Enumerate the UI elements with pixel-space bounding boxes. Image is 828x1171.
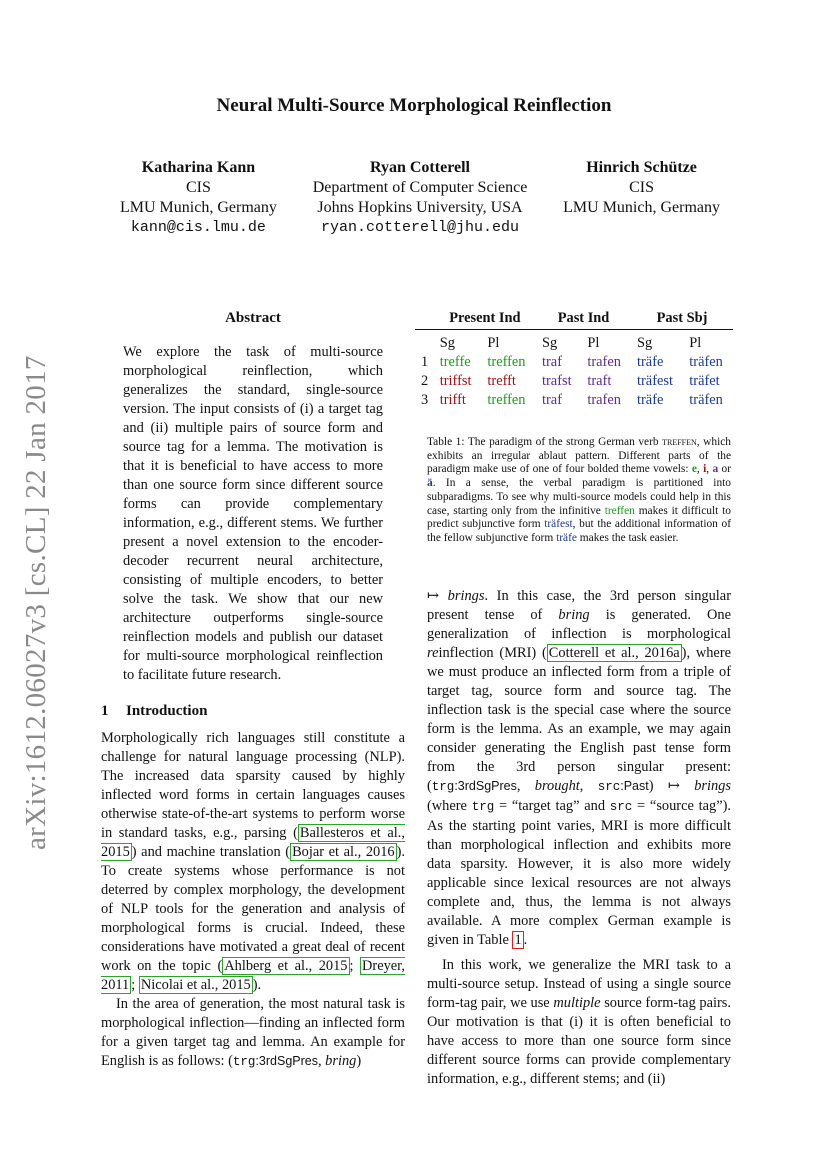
table-cell: trafst — [542, 373, 572, 389]
citation-link[interactable]: Ballesteros et al., 2015 — [101, 825, 405, 860]
text-run: ). — [252, 977, 262, 993]
text-run: , — [516, 777, 535, 794]
table-row — [415, 372, 733, 391]
text-run: Morphologically rich languages still constitute a challenge for natural language processing (NLP). The increased data sparsity caused by highly inflected word forms in certain languages causes otherwise state-of-the-art systems to perform worse in standard tasks, e.g., parsing — [101, 730, 405, 841]
text-run: source form-tag pairs. Our motivation is that (i) it is often beneficial to have access to more than one source form since different source forms can provide complementary information, e.g., different stems; and (ii) — [427, 994, 731, 1087]
text-run: makes it difficult to predict subjunctive form — [427, 504, 731, 531]
text-run: ; — [131, 977, 139, 993]
text-run: , — [579, 777, 598, 794]
table-row — [415, 391, 733, 410]
text-run: ). To create systems whose performance is not deterred by complex morphology, the development of NLP tools for the generation and analysis of morphological forms is crucial. Indeed, these considerations have motivated a great deal of recent work on the topic ( — [101, 844, 405, 974]
arxiv-identifier: arXiv:1612.06027v3 [cs.CL] 22 Jan 2017 — [20, 355, 52, 850]
table-cell: trifft — [439, 392, 466, 408]
text-run: , but the additional information of the fellow subjunctive form — [427, 518, 732, 544]
text-run: , — [317, 1053, 326, 1069]
author-location: LMU Munich, Germany — [563, 199, 720, 216]
author-location: Johns Hopkins University, USA — [317, 199, 523, 216]
table-reference-link[interactable]: 1 — [514, 931, 522, 948]
table-subheader: Pl — [587, 335, 600, 351]
intro-paragraph-1: Morphologically rich languages still constitute a challenge for natural language processing (NLP). The increased data sparsity caused by highly inflected word forms in certain languages causes otherwise state-of-the-art systems to perform worse in standard tasks, e.g., parsing ( Ballesteros et al., 2015 ) and machine translation ( Bojar et al., 2016 ). To create systems whose performance is not deterred by complex morphology, the development of NLP tools for the generation and analysis of morphological forms is crucial. Indeed, these considerations have motivated a great deal of recent work on the topic ( Ahlberg et al., 2015 ; Dreyer, 2011 ; Nicolai et al., 2015 ). — [101, 730, 405, 993]
author-affiliation: Department of Computer Science — [312, 179, 528, 196]
example-word: bring — [325, 1053, 357, 1069]
highlighted-form: träfest — [544, 518, 573, 531]
section-number: 1 — [101, 703, 109, 719]
tag-prefix: src — [597, 779, 621, 794]
tag-value: :3rdSgPres — [255, 1054, 318, 1068]
table-cell: träfest — [637, 373, 673, 389]
text-run: In this work, we generalize the MRI task to a multi-source setup. Instead of using a single source form-tag pair, we use — [427, 956, 731, 1011]
citation-link[interactable]: Ahlberg et al., 2015 — [224, 958, 348, 974]
theme-vowel: i — [703, 463, 707, 476]
text-run: ) — [356, 1053, 362, 1069]
table-cell: träfen — [689, 392, 723, 408]
text-run: . In a sense, the verbal paradigm is partitioned into subparadigms. To see why multi-source models could help in this case, starting only from the infinitive — [427, 477, 731, 517]
abstract-heading: Abstract — [225, 310, 281, 326]
author-name: Katharina Kann — [141, 159, 256, 176]
example-word: brings — [447, 587, 485, 604]
theme-vowel: a — [712, 463, 719, 476]
emphasis: multiple — [553, 994, 601, 1011]
table-cell: treffe — [439, 354, 471, 370]
table-group-header-row — [415, 310, 733, 330]
citation-link[interactable]: Dreyer, 2011 — [101, 958, 405, 993]
table-cell: triffst — [439, 373, 472, 389]
body-paragraph-1 — [427, 587, 731, 950]
tag-prefix: trg — [232, 1055, 256, 1069]
theme-vowel: e — [691, 463, 697, 476]
table-cell: traf — [542, 392, 562, 408]
body-paragraph-2 — [427, 956, 731, 1089]
table-subheader: Sg — [542, 335, 558, 351]
paradigm-table — [415, 310, 733, 410]
text-run: ), where we must produce an inflected form from a triple of target tag, source form and source tag. The inflection task is the special case where the source form is the lemma. As an example, we may again consider generating the English past tense form from the 3rd person singular present: ( — [427, 644, 731, 794]
text-run: or — [718, 463, 731, 476]
author-email[interactable]: ryan.cotterell@jhu.edu — [320, 219, 520, 236]
tag-prefix: trg — [431, 779, 455, 794]
table-cell: träfe — [637, 354, 664, 370]
table-cell: träfet — [689, 373, 720, 389]
text-run: ; — [349, 958, 361, 974]
table-cell: traf — [542, 354, 562, 370]
right-column — [421, 310, 732, 1089]
tag-prefix: src — [609, 799, 633, 814]
theme-vowel: ä — [427, 477, 433, 490]
left-column — [101, 310, 405, 1072]
text-run: ↦ — [427, 587, 448, 604]
example-word: brought — [534, 777, 580, 794]
text-run: inflection (MRI) ( — [438, 644, 547, 661]
table-subheader: Sg — [439, 335, 455, 351]
author-name: Hinrich Schütze — [586, 159, 697, 176]
text-run: = “source tag”). As the starting point varies, MRI is more difficult than morphological inflection and exhibits more data sparsity. However, it is also more widely applicable since lexical resources are not always complete and, thus, the lemma is not always available. A more complex German example is given in Table — [427, 797, 731, 948]
author-affiliation: CIS — [629, 179, 655, 196]
verb-name: treffen — [662, 436, 697, 448]
tag-value: :3rdSgPres — [454, 778, 517, 793]
table-cell: trafen — [587, 392, 621, 408]
author-3 — [563, 158, 720, 238]
text-run: , which exhibits an irregular ablaut pattern. Different parts of the paradigm make use of one of four bolded theme vowels: — [427, 436, 731, 476]
citation-link[interactable]: Bojar et al., 2016 — [292, 844, 395, 860]
table-group-header: Present Ind — [434, 310, 536, 330]
example-word: brings — [694, 777, 731, 794]
table-subheader-row — [415, 330, 733, 354]
row-number: 3 — [421, 392, 429, 408]
text-run: ) and machine translation ( — [131, 844, 291, 860]
abstract-text: We explore the task of multi-source morphological reinflection, which generalizes the standard, single-source version. The input consists of (i) a target tag and (ii) multiple pairs of source form and source tag for a lemma. The motivation is that it is beneficial to have access to more than one source form since different source forms can provide complementary information, e.g., different stems. We further present a novel extension to the encoder-decoder recurrent neural architecture, consisting of multiple encoders, to better solve the task. We show that our new architecture outperforms single-source reinflection models and publish our dataset for multi-source morphological reinflection to facilitate future research. — [123, 344, 383, 683]
author-affiliation: CIS — [185, 179, 211, 196]
author-2 — [313, 158, 528, 238]
table-group-header: Past Sbj — [631, 310, 733, 330]
text-run: ) ↦ — [648, 777, 695, 794]
text-run: is generated. One generalization of inflection is morphological — [427, 606, 732, 642]
table-cell: traft — [587, 373, 612, 389]
table-cell: trafen — [587, 354, 621, 370]
text-run: (where — [427, 797, 472, 814]
section-title: Introduction — [126, 703, 208, 719]
section-heading — [101, 703, 405, 720]
author-email[interactable]: kann@cis.lmu.de — [130, 219, 266, 236]
text-run: . In this case, the 3rd person singular present tense of — [427, 587, 731, 623]
table-caption: Table 1: The paradigm of the strong German verb treffen, which exhibits an irregular ablaut pattern. Different parts of the paradigm make use of one of four bolded theme vowels: e, i, a or ä. In a sense, the verbal paradigm is partitioned into subparadigms. To see why multi-source models could help in this case, starting only from the infinitive treffen makes it difficult to predict subjunctive form träfest, but the additional information of the fellow subjunctive form träfe makes the task easier. — [427, 436, 732, 544]
table-cell: treffen — [487, 354, 526, 370]
author-location: LMU Munich, Germany — [120, 199, 277, 216]
tag-prefix: trg — [471, 799, 495, 814]
table-subheader: Sg — [637, 335, 653, 351]
citation-link[interactable]: Cotterell et al., 2016a — [548, 644, 680, 661]
tag-value: :Past — [620, 778, 649, 793]
text-run: In the area of generation, the most natural task is morphological inflection—finding an inflected form for a given target tag and lemma. An example for English is as follows: ( — [101, 996, 405, 1069]
table-cell: treffen — [487, 392, 526, 408]
highlighted-form: treffen — [604, 504, 635, 517]
table-cell: träfen — [689, 354, 723, 370]
row-number: 1 — [421, 354, 429, 370]
text-run: = “target tag” and — [494, 797, 610, 814]
text-run: . — [523, 931, 528, 948]
emphasis: re — [427, 644, 439, 661]
text-run: Table 1: The paradigm of the strong German verb — [427, 436, 663, 448]
table-subheader: Pl — [689, 335, 702, 351]
citation-link[interactable]: Nicolai et al., 2015 — [140, 977, 251, 993]
author-block — [120, 158, 720, 238]
paper-title: Neural Multi-Source Morphological Reinflection — [216, 95, 612, 116]
table-row — [415, 353, 733, 372]
text-run: makes the task easier. — [576, 531, 679, 544]
table-group-header: Past Ind — [536, 310, 631, 330]
table-cell: trefft — [487, 373, 516, 389]
table-cell: träfe — [637, 392, 664, 408]
example-word: bring — [558, 606, 590, 623]
highlighted-form: träfe — [556, 531, 577, 544]
table-subheader: Pl — [487, 335, 500, 351]
author-1 — [120, 158, 277, 238]
intro-paragraph-2 — [101, 995, 405, 1072]
right-body — [427, 587, 731, 1089]
row-number: 2 — [421, 373, 429, 389]
author-name: Ryan Cotterell — [369, 159, 470, 176]
